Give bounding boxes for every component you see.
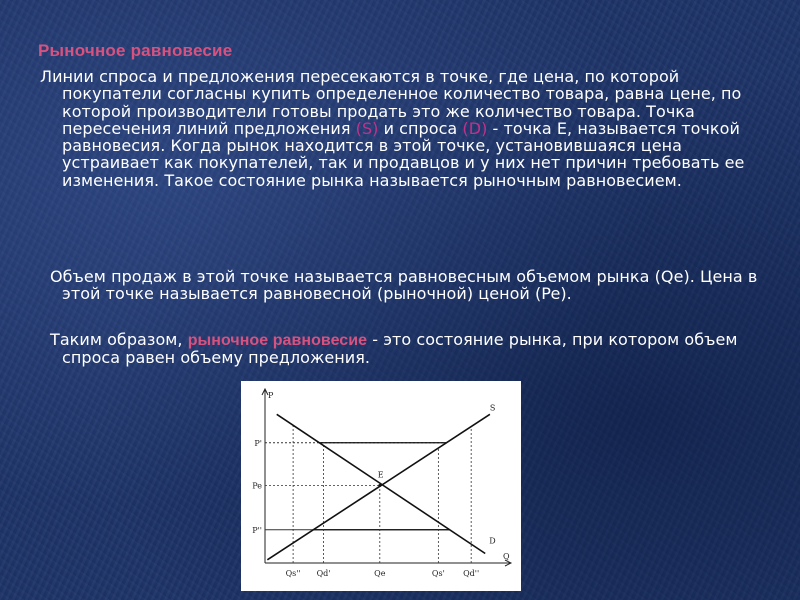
price-tick-label-2: P'': [252, 525, 262, 535]
price-tick-label-0: P': [254, 438, 262, 448]
paragraph-volume: Объем продаж в этой точке называется равновесным объемом рынка (Qe). Цена в этой точке называется равновесной (рыночной) ценой (Pe).: [50, 267, 758, 304]
series-line-S: [267, 414, 490, 560]
paragraph-conclusion-part2: - это состояние рынка, при котором объем спроса равен объему предложения.: [62, 330, 738, 368]
paragraph-definition-part1: Линии спроса и предложения пересекаются в точке, где цена, по которой покупатели согласны купить определенное количество товара, равна цене, по которой производители готовы продать это же количество товара. Точка пересечения линий предложения: [40, 67, 742, 138]
quantity-tick-label-3: Qs': [431, 569, 445, 578]
quantity-tick-label-2: Qe: [374, 569, 386, 578]
paragraph-definition: [40, 67, 762, 190]
quantity-tick-label-1: Qd': [316, 569, 331, 578]
series-label-S: S: [489, 403, 496, 413]
slide-title: Рыночное равновесие: [38, 41, 233, 60]
supply-demand-chart: [241, 381, 521, 591]
y-axis-label: P: [268, 391, 274, 400]
x-axis-label: Q: [503, 552, 510, 561]
quantity-tick-label-0: Qs'': [285, 569, 301, 578]
price-tick-label-1: Pe: [252, 481, 262, 491]
chart-svg: [241, 381, 521, 591]
equilibrium-label: E: [377, 470, 384, 480]
demand-label: (D): [462, 118, 488, 138]
paragraph-conclusion: [50, 330, 762, 368]
quantity-tick-label-4: Qd'': [463, 569, 480, 578]
paragraph-definition-part3: - точка Е, называется точкой равновесия. Когда рынок находится в этой точке, установившаяся цена устраивает как покупателей, так и продавцов и у них нет причин требовать ее изменения. Такое состояние рынка называется рыночным равновесием.: [62, 118, 745, 190]
paragraph-conclusion-part1: Таким образом,: [50, 330, 188, 349]
series-label-D: D: [489, 536, 496, 546]
paragraph-definition-part2: и спроса: [378, 118, 463, 138]
market-equilibrium-term: рыночное равновесие: [187, 332, 368, 349]
equilibrium-point: [378, 484, 381, 487]
supply-label: (S): [355, 118, 379, 138]
